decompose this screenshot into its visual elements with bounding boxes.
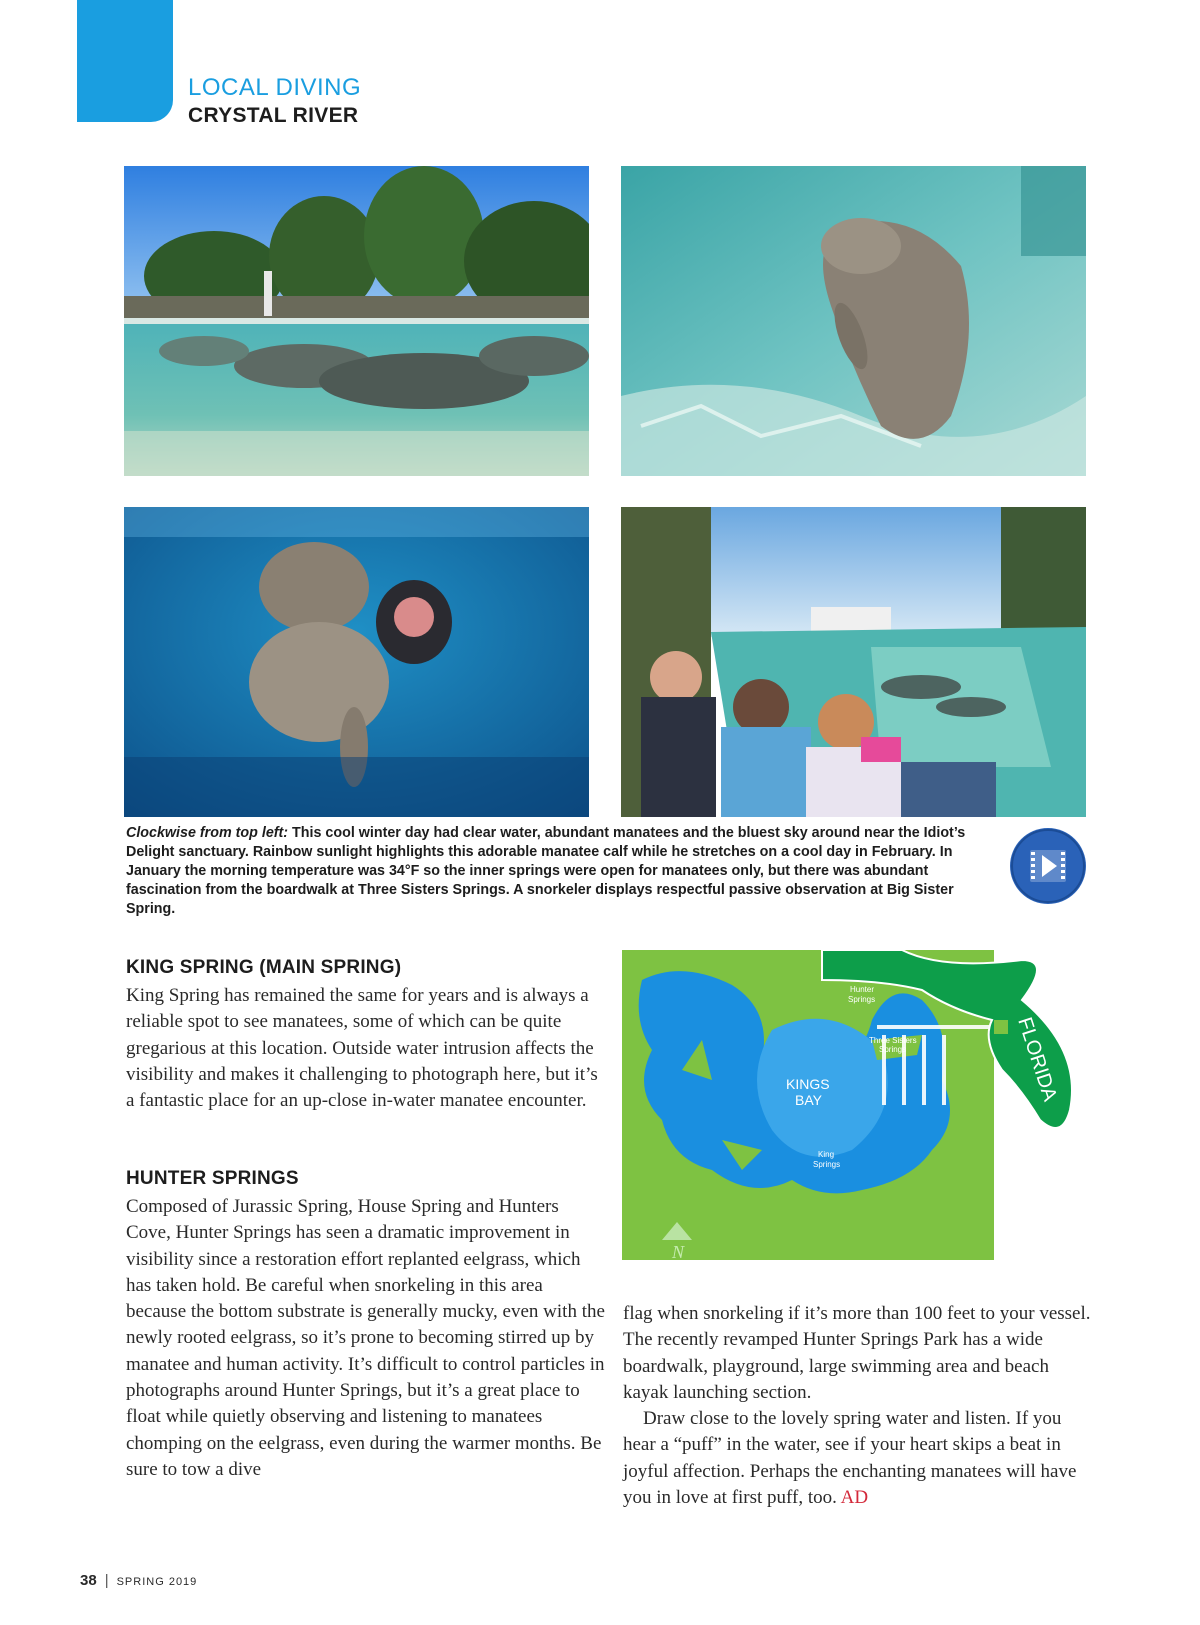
section-sublabel: CRYSTAL RIVER bbox=[188, 104, 359, 127]
photo-manatee-calf bbox=[621, 166, 1086, 476]
map-label-bay-2: BAY bbox=[795, 1092, 822, 1108]
caption-text: This cool winter day had clear water, abundant manatees and the bluest sky around near the Idiot’s Delight sanctuary. Rainbow sunlight highlights this adorable manatee calf while he stretches on a cool day in February. In January the morning temperature was 34°F so the inner springs were open for manatees only, but there was abundant fascination from the boardwalk at Three Sisters Springs. A snorkeler displays respectful passive observation at Big Sister Spring. bbox=[126, 825, 966, 917]
body-king-spring: King Spring has remained the same for years and is always a reliable spot to see manatees, some of which can be quite gregarious at this location. Outside water intrusion affects the visibility and makes it challenging to photograph here, but it’s a fantastic place for an up-close in-water manatee encounter. bbox=[126, 985, 598, 1112]
photo-snorkeler-big-sister-spring bbox=[124, 507, 589, 817]
map-label-king-2: Springs bbox=[813, 1160, 841, 1169]
map-label-sisters-2: Springs bbox=[879, 1045, 907, 1054]
map-label-bay-1: KINGS bbox=[786, 1076, 830, 1092]
footer-separator: | bbox=[104, 1572, 109, 1589]
map-label-hunter-2: Springs bbox=[848, 995, 876, 1004]
body-continued-2-text: Draw close to the lovely spring water and listen. If you hear a “puff” in the water, see if your heart skips a beat in joyful affection. Perhaps the enchanting manatees will have you in love at first puff, too. bbox=[623, 1408, 1077, 1509]
heading-hunter-springs: HUNTER SPRINGS bbox=[126, 1168, 299, 1189]
kings-bay-map bbox=[622, 940, 1100, 1270]
photo-caption bbox=[126, 824, 1006, 919]
play-video-icon[interactable] bbox=[1010, 828, 1086, 904]
section-label: LOCAL DIVING bbox=[188, 74, 362, 101]
map-label-king-1: King bbox=[818, 1150, 835, 1159]
caption-lead: Clockwise from top left: bbox=[126, 825, 289, 841]
body-continued bbox=[623, 1301, 1093, 1511]
issue-label: SPRING 2019 bbox=[116, 1576, 198, 1588]
map-label-florida: FLORIDA bbox=[1013, 1014, 1061, 1104]
section-color-tab bbox=[77, 0, 173, 122]
map-label-hunter-1: Hunter bbox=[850, 985, 875, 994]
page-number: 38 bbox=[80, 1572, 97, 1589]
end-mark: AD bbox=[840, 1487, 869, 1509]
photo-manatees-idiots-delight bbox=[124, 166, 589, 476]
page-footer bbox=[80, 1572, 197, 1590]
body-hunter-springs: Composed of Jurassic Spring, House Spring and Hunters Cove, Hunter Springs has seen a dramatic improvement in visibility since a restoration effort replanted eelgrass, which has taken hold. Be careful when snorkeling in this area because the bottom substrate is generally mucky, even with the newly rooted eelgrass, so it’s prone to becoming stirred up by manatee and human activity. It’s difficult to control particles in photographs around Hunter Springs, but it’s a great place to float while quietly observing and listening to manatees chomping on the eelgrass, even during the warmer months. Be sure to tow a dive bbox=[126, 1196, 605, 1480]
map-label-sisters-1: Three Sisters bbox=[869, 1036, 917, 1045]
body-continued-2 bbox=[623, 1406, 1093, 1511]
body-continued-1: flag when snorkeling if it’s more than 100 feet to your vessel. The recently revamped Hunter Springs Park has a wide boardwalk, playground, large swimming area and beach kayak launching section. bbox=[623, 1303, 1091, 1403]
north-mark: N bbox=[672, 1242, 685, 1262]
heading-king-spring: KING SPRING (MAIN SPRING) bbox=[126, 957, 402, 978]
photo-three-sisters-boardwalk bbox=[621, 507, 1086, 817]
